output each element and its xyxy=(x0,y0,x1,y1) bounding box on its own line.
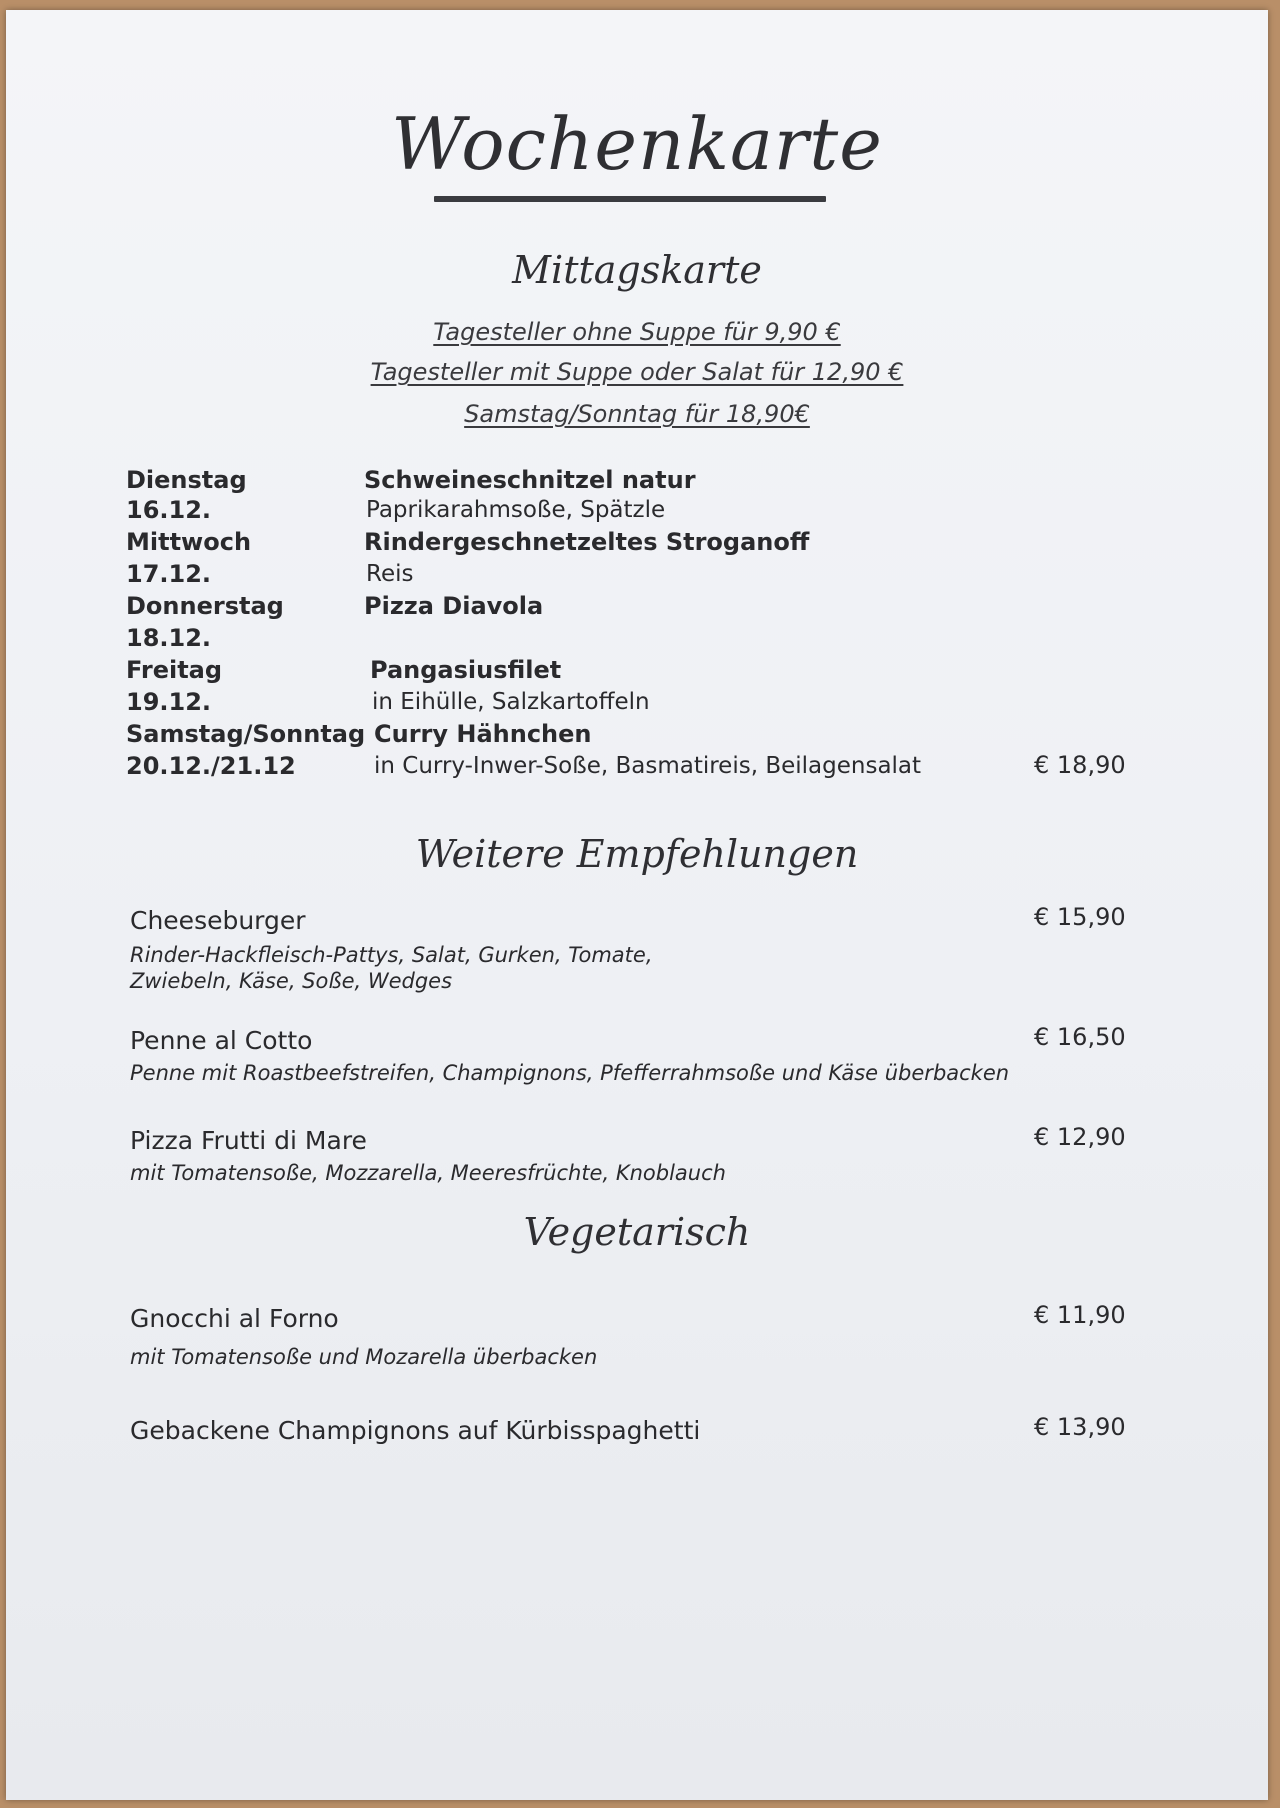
item-description: mit Tomatensoße und Mozarella überbacken xyxy=(130,1345,598,1369)
price-line-plate-with-soup: Tagesteller mit Suppe oder Salat für 12,90 € xyxy=(370,358,904,386)
price-line-plate-no-soup: Tagesteller ohne Suppe für 9,90 € xyxy=(433,318,841,346)
item-name: Penne al Cotto xyxy=(130,1026,313,1055)
dish-price: € 18,90 xyxy=(1034,751,1126,779)
dish-name: Pizza Diavola xyxy=(364,592,544,620)
dish-side: Paprikarahmsoße, Spätzle xyxy=(366,497,666,523)
menu-sheet xyxy=(6,10,1268,1800)
date-label: 19.12. xyxy=(126,688,212,716)
item-description: mit Tomatensoße, Mozzarella, Meeresfrüchte, Knoblauch xyxy=(130,1161,726,1185)
dish-name: Rindergeschnetzeltes Stroganoff xyxy=(364,528,810,556)
day-label: Dienstag xyxy=(126,466,247,494)
item-name: Pizza Frutti di Mare xyxy=(130,1126,367,1155)
recommendations-heading: Weitere Empfehlungen xyxy=(415,832,859,876)
item-price: € 15,90 xyxy=(1034,903,1126,931)
day-label: Samstag/Sonntag xyxy=(126,720,366,748)
dish-side: in Curry-Inwer-Soße, Basmatireis, Beilagensalat xyxy=(374,753,922,779)
date-label: 18.12. xyxy=(126,624,212,652)
lunch-menu-heading: Mittagskarte xyxy=(512,248,762,292)
dish-side: in Eihülle, Salzkartoffeln xyxy=(372,689,650,715)
item-price: € 12,90 xyxy=(1034,1123,1126,1151)
item-description: Penne mit Roastbeefstreifen, Champignons, Pfefferrahmsoße und Käse überbacken xyxy=(130,1061,1010,1085)
item-description: Zwiebeln, Käse, Soße, Wedges xyxy=(130,969,453,993)
price-line-weekend: Samstag/Sonntag für 18,90€ xyxy=(464,400,810,428)
day-label: Mittwoch xyxy=(126,528,252,556)
dish-name: Curry Hähnchen xyxy=(374,720,592,748)
menu-title: Wochenkarte xyxy=(391,102,883,186)
dish-name: Schweineschnitzel natur xyxy=(364,466,696,494)
title-underline xyxy=(434,196,826,202)
item-name: Gebackene Champignons auf Kürbisspaghetti xyxy=(130,1416,701,1445)
dish-name: Pangasiusfilet xyxy=(370,656,562,684)
item-name: Gnocchi al Forno xyxy=(130,1304,339,1333)
item-price: € 13,90 xyxy=(1034,1413,1126,1441)
dish-side: Reis xyxy=(366,561,414,587)
item-price: € 16,50 xyxy=(1034,1023,1126,1051)
day-label: Donnerstag xyxy=(126,592,284,620)
item-price: € 11,90 xyxy=(1034,1301,1126,1329)
vegetarian-heading: Vegetarisch xyxy=(523,1210,751,1254)
date-label: 17.12. xyxy=(126,560,212,588)
day-label: Freitag xyxy=(126,656,223,684)
date-label: 16.12. xyxy=(126,496,212,524)
date-label: 20.12./21.12 xyxy=(126,752,296,780)
item-name: Cheeseburger xyxy=(130,906,306,935)
item-description: Rinder-Hackfleisch-Pattys, Salat, Gurken, Tomate, xyxy=(130,943,653,967)
